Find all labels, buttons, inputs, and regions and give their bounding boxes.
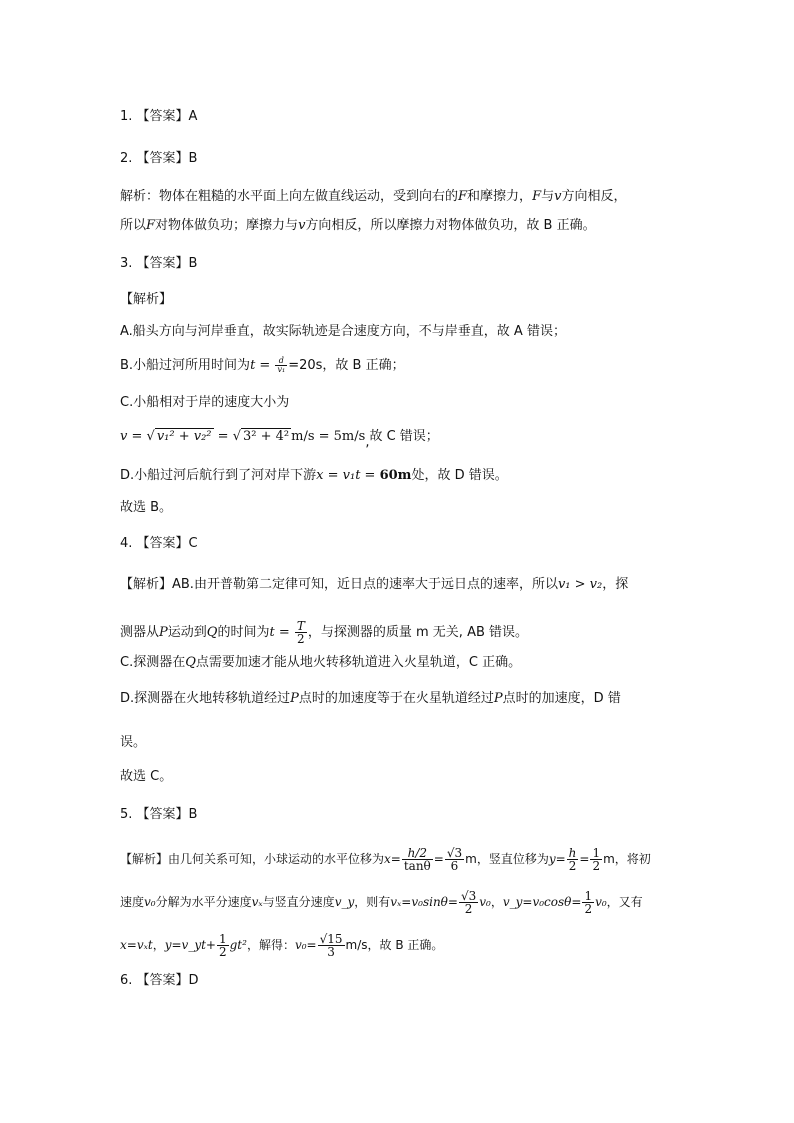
gt-squared: gt² bbox=[229, 938, 247, 952]
fraction bbox=[217, 933, 229, 958]
q3-option-d bbox=[120, 467, 508, 485]
q3-option-a: A.船头方向与河岸垂直，故实际轨迹是合速度方向，不与岸垂直，故 A 错误； bbox=[120, 324, 566, 339]
equals: = bbox=[433, 852, 444, 866]
q4-conclusion: 故选 C。 bbox=[120, 769, 173, 784]
vy-formula: v_y=v₀cosθ= bbox=[502, 895, 582, 909]
numerator: h/2 bbox=[402, 847, 433, 860]
text: m，竖直位移为 bbox=[465, 852, 549, 866]
velocity-symbol: v bbox=[554, 189, 562, 204]
displacement-formula: x = v₁t = bbox=[316, 468, 380, 483]
displacement-value: 60m bbox=[379, 468, 412, 483]
text: 点时的加速度等于在火星轨道经过 bbox=[298, 691, 494, 706]
time-symbol: t bbox=[250, 358, 256, 373]
q3-option-b bbox=[120, 357, 405, 375]
q3-option-c-formula bbox=[120, 428, 439, 450]
text: 解析：物体在粗糙的水平面上向左做直线运动，受到向右的 bbox=[120, 189, 459, 204]
q3-answer: 3. 【答案】B bbox=[120, 256, 198, 271]
force-symbol: F bbox=[532, 189, 542, 204]
text: B.小船过河所用时间为 bbox=[120, 358, 251, 373]
v0-symbol: v₀ bbox=[595, 895, 607, 909]
equals: = bbox=[579, 852, 590, 866]
point-p: P bbox=[159, 625, 168, 640]
text: ，与探测器的质量 m 无关, AB 错误。 bbox=[307, 625, 529, 640]
text: 速度 bbox=[120, 895, 145, 909]
q5-analysis-line3 bbox=[120, 933, 443, 958]
numerator: 1 bbox=[218, 932, 227, 946]
q2-answer: 2. 【答案】B bbox=[120, 151, 198, 166]
numerator: √15 bbox=[319, 932, 343, 946]
fraction-d-over-v1 bbox=[275, 357, 287, 374]
text: m/s，故 B 正确。 bbox=[345, 938, 444, 952]
denominator: 2 bbox=[297, 632, 305, 646]
text: 点时的加速度，D 错 bbox=[502, 691, 621, 706]
comma: ， bbox=[152, 938, 165, 952]
equals: = bbox=[213, 429, 233, 444]
q4-option-c bbox=[120, 654, 521, 672]
q4-analysis-line2 bbox=[120, 620, 528, 645]
fraction-t-over-2 bbox=[295, 620, 307, 645]
v0-symbol: v₀ bbox=[144, 895, 156, 909]
point-q: Q bbox=[206, 625, 218, 640]
text: 和摩擦力， bbox=[467, 189, 533, 204]
text: 与竖直分速度 bbox=[262, 895, 335, 909]
fraction bbox=[567, 847, 579, 872]
q1-answer: 1. 【答案】A bbox=[120, 109, 198, 124]
y-equation: y=v_yt+ bbox=[164, 938, 216, 952]
denominator: 2 bbox=[568, 859, 577, 873]
text: 方向相反， bbox=[561, 189, 627, 204]
point-p: P bbox=[493, 691, 503, 706]
text: 分解为水平分速度 bbox=[155, 895, 252, 909]
velocity-symbol: v bbox=[120, 429, 128, 444]
text: =20s，故 B 正确； bbox=[288, 358, 405, 373]
text: 与 bbox=[541, 189, 555, 204]
denominator: tanθ bbox=[403, 859, 431, 873]
equals: = bbox=[255, 358, 275, 373]
text: 的时间为 bbox=[217, 625, 270, 640]
result: m/s = 5m/s bbox=[291, 429, 366, 444]
numerator: T bbox=[296, 619, 305, 633]
fraction bbox=[590, 847, 602, 872]
fraction bbox=[402, 847, 433, 872]
q4-answer: 4. 【答案】C bbox=[120, 536, 198, 551]
speed-inequality: v₁ > v₂ bbox=[557, 577, 603, 592]
x-symbol: x= bbox=[384, 852, 401, 866]
text: 测器从 bbox=[120, 625, 160, 640]
denominator: 3 bbox=[327, 945, 335, 959]
sqrt-expression: √ v₁² + v₂² bbox=[146, 429, 212, 444]
q4-option-d-cont: 误。 bbox=[120, 735, 147, 750]
y-symbol: y= bbox=[548, 852, 566, 866]
time-symbol: t = bbox=[269, 625, 294, 640]
fraction bbox=[459, 890, 478, 915]
q5-analysis-line1 bbox=[120, 847, 651, 872]
vx-formula: vₓ=v₀sinθ= bbox=[390, 895, 458, 909]
text: 点需要加速才能从地火转移轨道进入火星轨道，C 正确。 bbox=[195, 655, 522, 670]
numerator: √3 bbox=[446, 846, 463, 860]
text: 故 C 错误； bbox=[369, 429, 439, 444]
vy-symbol: v_y bbox=[334, 895, 355, 909]
q5-answer: 5. 【答案】B bbox=[120, 807, 198, 822]
text: 方向相反，所以摩擦力对物体做负功，故 B 正确。 bbox=[305, 218, 596, 233]
text: 处，故 D 错误。 bbox=[411, 468, 508, 483]
text: D.探测器在火地转移轨道经过 bbox=[120, 691, 291, 706]
q2-analysis-line1 bbox=[120, 188, 626, 206]
force-symbol: F bbox=[146, 218, 156, 233]
sqrt-expression: √ 3² + 4² bbox=[232, 429, 290, 444]
text: ，探 bbox=[602, 577, 629, 592]
equals: = bbox=[127, 429, 147, 444]
numerator: h bbox=[568, 846, 577, 860]
text: ，解得： bbox=[246, 938, 295, 952]
text: ，又有 bbox=[606, 895, 643, 909]
denominator: 2 bbox=[464, 902, 473, 916]
q3-option-c-heading: C.小船相对于岸的速度大小为 bbox=[120, 395, 290, 410]
text: C.探测器在 bbox=[120, 655, 186, 670]
denominator: 2 bbox=[592, 859, 601, 873]
force-symbol: F bbox=[458, 189, 468, 204]
fraction bbox=[582, 890, 594, 915]
text: ，则有 bbox=[354, 895, 391, 909]
text: 所以 bbox=[120, 218, 147, 233]
q4-analysis-line1 bbox=[120, 576, 628, 594]
numerator: 1 bbox=[584, 889, 593, 903]
velocity-symbol: v bbox=[298, 218, 306, 233]
point-p: P bbox=[290, 691, 299, 706]
radicand: 3² + 4² bbox=[243, 429, 290, 444]
vx-symbol: vₓ bbox=[251, 895, 263, 909]
q3-analysis-heading: 【解析】 bbox=[120, 292, 173, 307]
fraction bbox=[318, 933, 345, 958]
text: 【解析】由几何关系可知，小球运动的水平位移为 bbox=[120, 852, 385, 866]
text: 运动到 bbox=[167, 625, 207, 640]
v0-equation: v₀= bbox=[294, 938, 317, 952]
text: 对物体做负功；摩擦力与 bbox=[155, 218, 299, 233]
x-equation: x=vₓt bbox=[120, 938, 153, 952]
q6-answer: 6. 【答案】D bbox=[120, 973, 199, 988]
q3-conclusion: 故选 B。 bbox=[120, 500, 173, 515]
q5-analysis-line2 bbox=[120, 890, 643, 915]
numerator: √3 bbox=[460, 889, 477, 903]
text: D.小船过河后航行到了河对岸下游 bbox=[120, 468, 317, 483]
numerator: d bbox=[275, 357, 287, 366]
fraction bbox=[445, 847, 464, 872]
denominator: v₁ bbox=[277, 365, 286, 374]
numerator: 1 bbox=[592, 846, 601, 860]
radicand: v₁² + v₂² bbox=[156, 429, 212, 444]
point-q: Q bbox=[185, 655, 196, 670]
q4-option-d bbox=[120, 690, 621, 708]
q2-analysis-line2 bbox=[120, 217, 596, 235]
denominator: 2 bbox=[218, 945, 227, 959]
denominator: 6 bbox=[450, 859, 459, 873]
denominator: 2 bbox=[584, 902, 593, 916]
comma: ， bbox=[490, 895, 503, 909]
v0-symbol: v₀ bbox=[479, 895, 491, 909]
comma: , bbox=[365, 435, 370, 450]
text: 【解析】AB.由开普勒第二定律可知，近日点的速率大于远日点的速率，所以 bbox=[120, 577, 558, 592]
text: m，将初 bbox=[603, 852, 651, 866]
